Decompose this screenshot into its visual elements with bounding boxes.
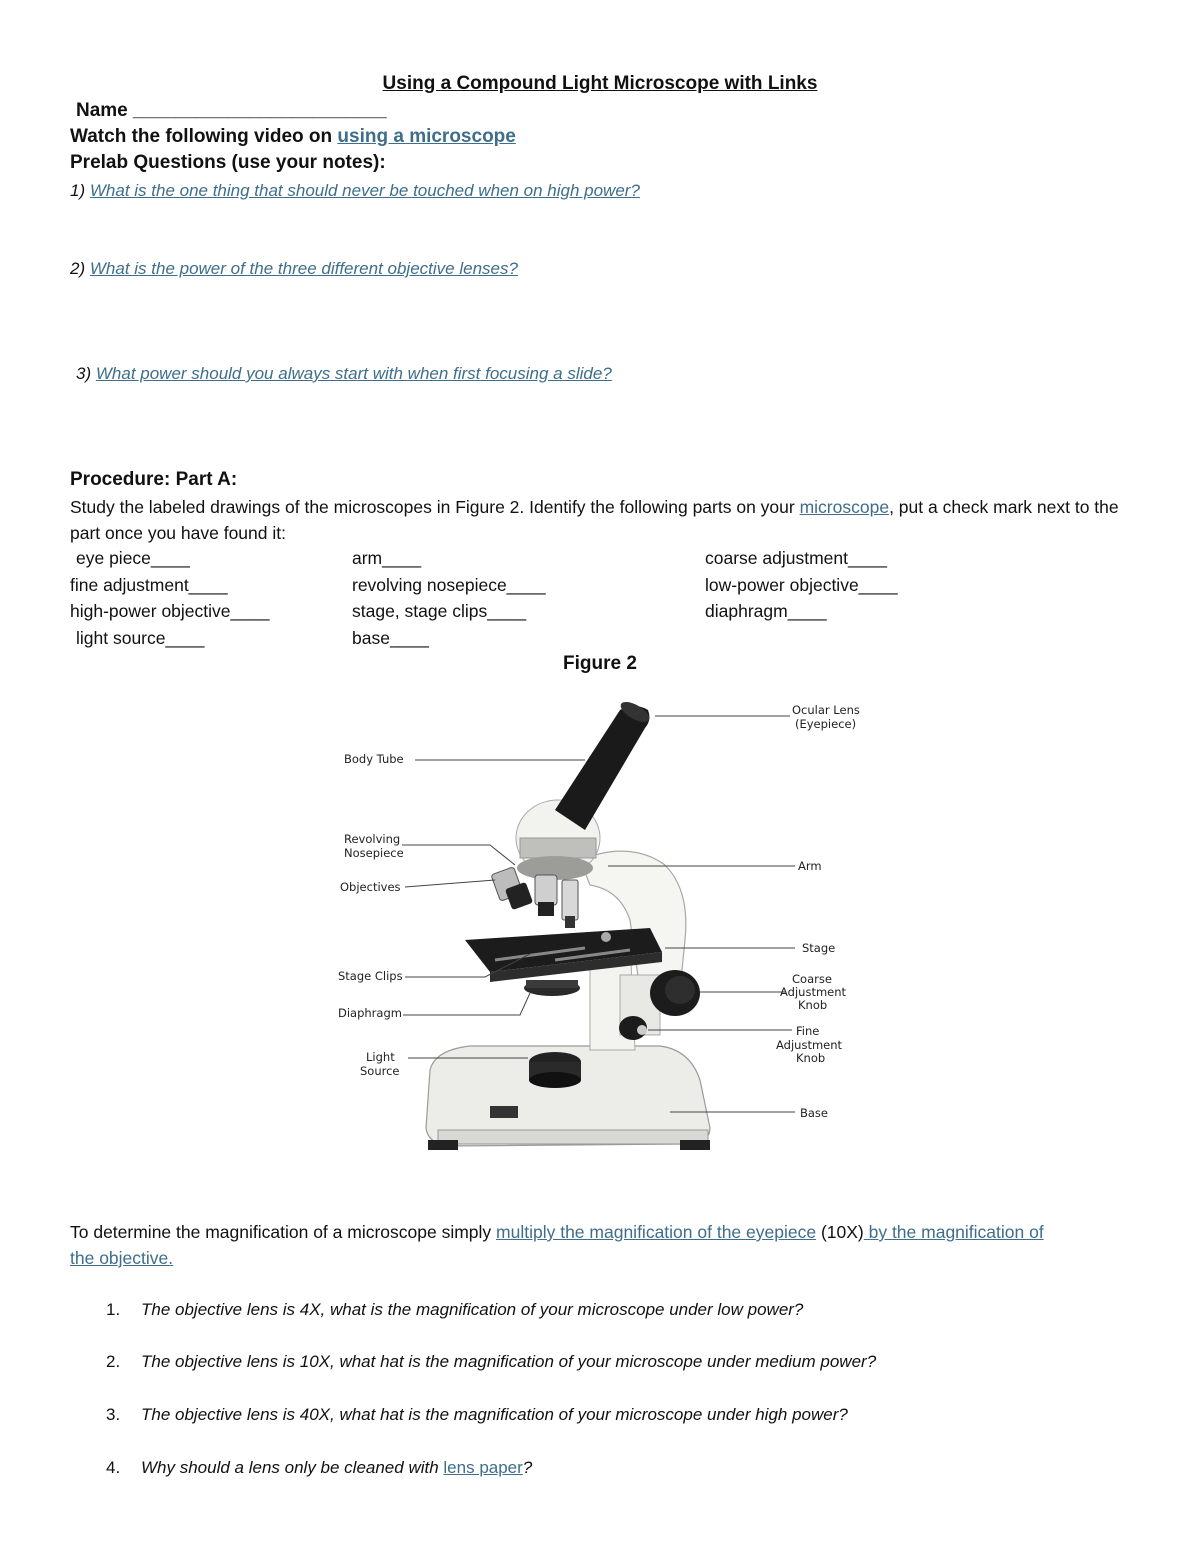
prelab-question-2: [70, 259, 518, 279]
base-rubber-right: [680, 1140, 710, 1150]
magnification-middle: (10X): [816, 1222, 864, 1242]
leader-objectives: [405, 880, 495, 887]
question-text-after: ?: [522, 1458, 533, 1477]
part-stage-clips: stage, stage clips____: [352, 601, 527, 621]
part-fine-adjustment: fine adjustment____: [70, 575, 228, 595]
prelab-question-3: [76, 364, 612, 384]
part-diaphragm: diaphragm____: [705, 601, 827, 621]
objective-medium-tip: [538, 902, 554, 916]
magnification-before: To determine the magnification of a microscope simply: [70, 1222, 497, 1242]
prelab-heading: Prelab Questions (use your notes):: [70, 152, 386, 173]
part-coarse-adjustment: coarse adjustment____: [705, 548, 887, 568]
question-text: The objective lens is 4X, what is the magnification of your microscope under low power?: [141, 1300, 804, 1319]
question-text-before: Why should a lens only be cleaned with: [141, 1458, 444, 1477]
numbered-question-2: [106, 1352, 1106, 1372]
label-stage-clips: Stage Clips: [338, 969, 403, 983]
base-rubber-left: [428, 1140, 458, 1150]
page-title: Using a Compound Light Microscope with Links: [382, 73, 818, 94]
label-stage: Stage: [802, 941, 836, 955]
part-base: base____: [352, 628, 429, 648]
label-ocular-2: (Eyepiece): [795, 717, 857, 731]
prelab-question-link[interactable]: What is the one thing that should never be touched when on high power?: [89, 181, 640, 200]
label-coarse-1: Coarse: [792, 972, 832, 986]
label-fine-1: Fine: [796, 1024, 820, 1038]
part-arm: arm____: [352, 548, 422, 568]
question-number: 3.: [106, 1405, 121, 1424]
fine-knob-center: [637, 1025, 647, 1035]
numbered-question-3: [106, 1405, 1106, 1425]
prelab-question-number: 3): [76, 364, 92, 383]
question-text: The objective lens is 10X, what hat is the magnification of your microscope under medium power?: [141, 1352, 877, 1371]
label-fine-2: Adjustment: [776, 1038, 843, 1052]
label-diaphragm: Diaphragm: [338, 1006, 402, 1020]
part-high-power-objective: high-power objective____: [70, 601, 270, 621]
part-eye-piece: eye piece____: [76, 548, 190, 568]
label-coarse-3: Knob: [798, 998, 828, 1012]
label-coarse-2: Adjustment: [780, 985, 847, 999]
video-prefix: Watch the following video on: [70, 126, 338, 147]
stage-screw: [601, 932, 611, 942]
magnification-link-1[interactable]: multiply the magnification of the eyepiece: [496, 1222, 817, 1242]
question-number: 1.: [106, 1300, 121, 1319]
part-revolving-nosepiece: revolving nosepiece____: [352, 575, 546, 595]
procedure-text: [70, 494, 1130, 546]
question-number: 2.: [106, 1352, 121, 1371]
leader-revolving: [402, 845, 515, 865]
procedure-text-before: Study the labeled drawings of the microscopes in Figure 2. Identify the following parts on your: [70, 497, 800, 517]
procedure-text-after: , put a check mark next to the part once you have found it:: [70, 497, 1119, 543]
numbered-question-4: [106, 1458, 1106, 1478]
label-objectives: Objectives: [340, 880, 401, 894]
numbered-question-1: [106, 1300, 1106, 1320]
magnification-link-2[interactable]: by the magnification of the objective.: [70, 1222, 1044, 1268]
figure-title: Figure 2: [563, 653, 637, 674]
body-tube-shape: [555, 706, 649, 830]
objective-high-tip: [565, 916, 575, 928]
parts-checklist: [0, 548, 1200, 658]
diaphragm-body: [526, 980, 578, 988]
prelab-question-number: 1): [70, 181, 86, 200]
prelab-question-link[interactable]: What is the power of the three different objective lenses?: [89, 259, 518, 278]
part-low-power-objective: low-power objective____: [705, 575, 898, 595]
label-fine-3: Knob: [796, 1051, 826, 1065]
objective-high: [562, 880, 578, 920]
prelab-question-1: [70, 181, 640, 201]
question-text: The objective lens is 40X, what hat is the magnification of your microscope under high power?: [141, 1405, 848, 1424]
prelab-question-link[interactable]: What power should you always start with when first focusing a slide?: [95, 364, 612, 383]
part-light-source: light source____: [76, 628, 205, 648]
prelab-question-number: 2): [70, 259, 86, 278]
label-revolving: Revolving: [344, 832, 401, 846]
base-logo: [490, 1106, 518, 1118]
label-light-1: Light: [366, 1050, 395, 1064]
magnification-text: [70, 1219, 1070, 1271]
name-line: Name ________________________: [76, 100, 387, 121]
procedure-heading: Procedure: Part A:: [70, 469, 238, 490]
label-light-2: Source: [360, 1064, 400, 1078]
label-nosepiece: Nosepiece: [344, 846, 404, 860]
light-source-bottom: [529, 1072, 581, 1088]
question-number: 4.: [106, 1458, 121, 1477]
lens-paper-link[interactable]: lens paper: [443, 1458, 523, 1477]
coarse-knob-face: [665, 976, 695, 1004]
label-base: Base: [800, 1106, 829, 1120]
leader-diaphragm: [403, 993, 530, 1015]
label-arm: Arm: [798, 859, 822, 873]
objective-medium: [535, 875, 557, 905]
label-ocular: Ocular Lens: [792, 703, 860, 717]
microscope-link[interactable]: microscope: [799, 497, 890, 517]
label-body-tube: Body Tube: [344, 752, 404, 766]
head-band: [520, 838, 596, 858]
video-line: [70, 126, 516, 148]
video-link[interactable]: using a microscope: [337, 126, 516, 147]
microscope-figure: [330, 690, 870, 1200]
base-foot: [438, 1130, 708, 1144]
